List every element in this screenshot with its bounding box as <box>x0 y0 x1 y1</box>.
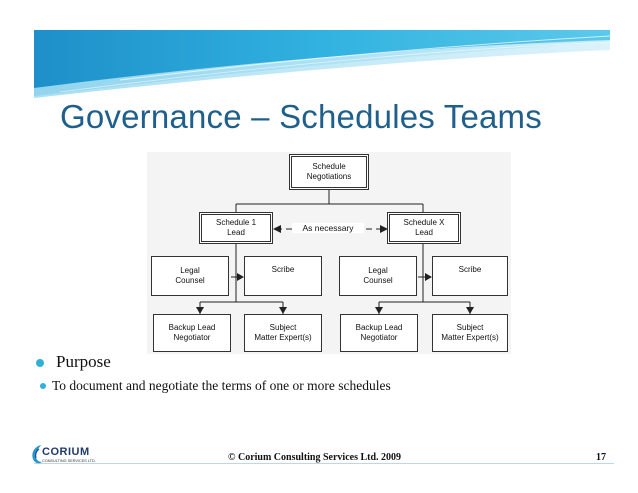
node-sme-1-label: Subject Matter Expert(s) <box>254 323 312 342</box>
node-schedule-negotiations <box>289 154 369 190</box>
node-legal-counsel-1-label: Legal Counsel <box>175 266 205 285</box>
node-sme-x-label: Subject Matter Expert(s) <box>441 323 499 342</box>
node-backup-lead-x-label: Backup Lead Negotiator <box>355 323 403 342</box>
node-schedule-negotiations-label: Schedule Negotiations <box>306 162 352 181</box>
footer-divider <box>34 463 614 464</box>
node-schedule-1-lead <box>199 212 273 244</box>
bullet-level-2-text: To document and negotiate the terms of one or more schedules <box>52 378 391 393</box>
bullet-dot-icon <box>36 359 44 367</box>
node-scribe-1 <box>244 256 322 296</box>
node-schedule-x-lead-label: Schedule X Lead <box>403 218 445 237</box>
logo-subtext: CONSULTING SERVICES LTD. <box>42 459 96 463</box>
company-logo <box>30 443 100 467</box>
node-schedule-x-lead <box>387 212 461 244</box>
node-scribe-x <box>432 256 508 296</box>
node-sme-1 <box>244 314 322 352</box>
page-number: 17 <box>596 452 606 463</box>
bullet-level-2 <box>52 378 391 394</box>
node-legal-counsel-x-label: Legal Counsel <box>363 266 393 285</box>
copyright-text: © Corium Consulting Services Ltd. 2009 <box>228 452 402 463</box>
bullet-level-1-text: Purpose <box>56 352 111 371</box>
as-necessary-label: As necessary <box>292 223 364 233</box>
sub-bullet-dot-icon <box>40 383 46 389</box>
node-legal-counsel-x <box>339 256 417 296</box>
node-backup-lead-1-label: Backup Lead Negotiator <box>168 323 216 342</box>
node-legal-counsel-1 <box>151 256 229 296</box>
header-banner <box>0 0 638 100</box>
node-sme-x <box>432 314 508 352</box>
node-backup-lead-1 <box>153 314 231 352</box>
node-schedule-1-lead-label: Schedule 1 Lead <box>215 218 257 237</box>
slide-title: Governance – Schedules Teams <box>60 98 542 135</box>
org-chart-diagram <box>147 152 511 354</box>
node-backup-lead-x <box>340 314 418 352</box>
node-scribe-1-label: Scribe <box>271 265 295 274</box>
node-scribe-x-label: Scribe <box>458 265 482 274</box>
logo-text: CORIUM <box>42 446 90 458</box>
bullet-level-1 <box>36 352 111 372</box>
